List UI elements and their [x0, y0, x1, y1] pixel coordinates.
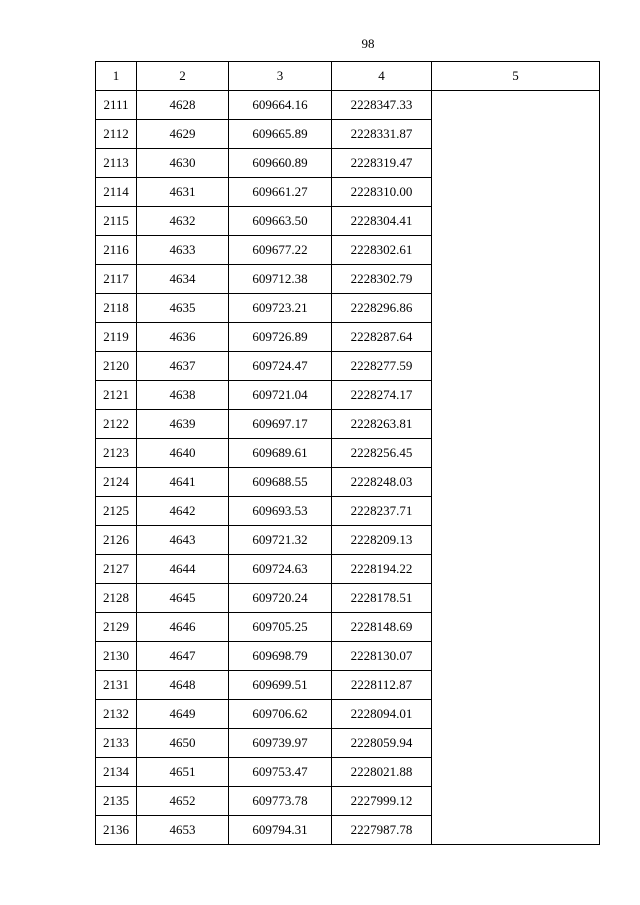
cell-point-number: 4639: [137, 410, 229, 439]
cell-x-coordinate: 609724.63: [229, 555, 332, 584]
cell-x-coordinate: 609724.47: [229, 352, 332, 381]
cell-x-coordinate: 609705.25: [229, 613, 332, 642]
cell-row-number: 2119: [96, 323, 137, 352]
cell-point-number: 4650: [137, 729, 229, 758]
cell-row-number: 2116: [96, 236, 137, 265]
cell-point-number: 4646: [137, 613, 229, 642]
cell-row-number: 2135: [96, 787, 137, 816]
cell-column-5-merged: [432, 91, 600, 845]
cell-x-coordinate: 609661.27: [229, 178, 332, 207]
cell-point-number: 4642: [137, 497, 229, 526]
cell-row-number: 2121: [96, 381, 137, 410]
column-header-1: 1: [96, 62, 137, 91]
cell-row-number: 2128: [96, 584, 137, 613]
cell-y-coordinate: 2228310.00: [332, 178, 432, 207]
cell-y-coordinate: 2228248.03: [332, 468, 432, 497]
coordinates-table: [95, 61, 600, 845]
cell-point-number: 4638: [137, 381, 229, 410]
cell-row-number: 2113: [96, 149, 137, 178]
cell-x-coordinate: 609706.62: [229, 700, 332, 729]
cell-x-coordinate: 609773.78: [229, 787, 332, 816]
cell-point-number: 4640: [137, 439, 229, 468]
cell-y-coordinate: 2228059.94: [332, 729, 432, 758]
cell-x-coordinate: 609693.53: [229, 497, 332, 526]
cell-point-number: 4647: [137, 642, 229, 671]
cell-y-coordinate: 2228178.51: [332, 584, 432, 613]
cell-point-number: 4651: [137, 758, 229, 787]
cell-point-number: 4635: [137, 294, 229, 323]
cell-row-number: 2130: [96, 642, 137, 671]
cell-point-number: 4636: [137, 323, 229, 352]
cell-x-coordinate: 609721.32: [229, 526, 332, 555]
cell-y-coordinate: 2228112.87: [332, 671, 432, 700]
cell-y-coordinate: 2228194.22: [332, 555, 432, 584]
cell-x-coordinate: 609665.89: [229, 120, 332, 149]
cell-point-number: 4633: [137, 236, 229, 265]
cell-x-coordinate: 609663.50: [229, 207, 332, 236]
cell-y-coordinate: 2228148.69: [332, 613, 432, 642]
cell-x-coordinate: 609723.21: [229, 294, 332, 323]
cell-row-number: 2129: [96, 613, 137, 642]
cell-y-coordinate: 2228021.88: [332, 758, 432, 787]
column-header-3: 3: [229, 62, 332, 91]
cell-x-coordinate: 609698.79: [229, 642, 332, 671]
cell-row-number: 2111: [96, 91, 137, 120]
cell-row-number: 2112: [96, 120, 137, 149]
cell-x-coordinate: 609712.38: [229, 265, 332, 294]
cell-row-number: 2124: [96, 468, 137, 497]
cell-row-number: 2120: [96, 352, 137, 381]
cell-row-number: 2132: [96, 700, 137, 729]
cell-y-coordinate: 2228302.61: [332, 236, 432, 265]
cell-row-number: 2117: [96, 265, 137, 294]
cell-row-number: 2134: [96, 758, 137, 787]
cell-y-coordinate: 2228304.41: [332, 207, 432, 236]
cell-row-number: 2127: [96, 555, 137, 584]
cell-row-number: 2115: [96, 207, 137, 236]
table-body: [96, 91, 600, 845]
cell-row-number: 2126: [96, 526, 137, 555]
cell-x-coordinate: 609689.61: [229, 439, 332, 468]
cell-x-coordinate: 609721.04: [229, 381, 332, 410]
cell-y-coordinate: 2227987.78: [332, 816, 432, 845]
cell-point-number: 4653: [137, 816, 229, 845]
cell-x-coordinate: 609794.31: [229, 816, 332, 845]
cell-point-number: 4641: [137, 468, 229, 497]
cell-x-coordinate: 609660.89: [229, 149, 332, 178]
cell-y-coordinate: 2228130.07: [332, 642, 432, 671]
cell-point-number: 4644: [137, 555, 229, 584]
cell-point-number: 4634: [137, 265, 229, 294]
cell-point-number: 4630: [137, 149, 229, 178]
cell-row-number: 2136: [96, 816, 137, 845]
cell-x-coordinate: 609739.97: [229, 729, 332, 758]
cell-row-number: 2133: [96, 729, 137, 758]
cell-point-number: 4629: [137, 120, 229, 149]
cell-x-coordinate: 609726.89: [229, 323, 332, 352]
cell-x-coordinate: 609697.17: [229, 410, 332, 439]
cell-point-number: 4632: [137, 207, 229, 236]
cell-y-coordinate: 2228277.59: [332, 352, 432, 381]
cell-y-coordinate: 2228256.45: [332, 439, 432, 468]
cell-y-coordinate: 2228263.81: [332, 410, 432, 439]
cell-y-coordinate: 2228319.47: [332, 149, 432, 178]
cell-point-number: 4649: [137, 700, 229, 729]
cell-x-coordinate: 609720.24: [229, 584, 332, 613]
cell-y-coordinate: 2228331.87: [332, 120, 432, 149]
cell-y-coordinate: 2227999.12: [332, 787, 432, 816]
cell-row-number: 2123: [96, 439, 137, 468]
column-header-4: 4: [332, 62, 432, 91]
cell-y-coordinate: 2228237.71: [332, 497, 432, 526]
cell-point-number: 4652: [137, 787, 229, 816]
cell-x-coordinate: 609664.16: [229, 91, 332, 120]
table-row: [96, 91, 600, 120]
cell-y-coordinate: 2228274.17: [332, 381, 432, 410]
cell-point-number: 4631: [137, 178, 229, 207]
cell-point-number: 4648: [137, 671, 229, 700]
cell-y-coordinate: 2228296.86: [332, 294, 432, 323]
page-number: 98: [361, 36, 375, 51]
table-header-row: [96, 62, 600, 91]
column-header-5: 5: [432, 62, 600, 91]
cell-point-number: 4637: [137, 352, 229, 381]
cell-row-number: 2131: [96, 671, 137, 700]
cell-x-coordinate: 609753.47: [229, 758, 332, 787]
cell-y-coordinate: 2228209.13: [332, 526, 432, 555]
cell-point-number: 4645: [137, 584, 229, 613]
cell-y-coordinate: 2228287.64: [332, 323, 432, 352]
cell-row-number: 2122: [96, 410, 137, 439]
cell-row-number: 2125: [96, 497, 137, 526]
cell-x-coordinate: 609699.51: [229, 671, 332, 700]
cell-row-number: 2114: [96, 178, 137, 207]
cell-y-coordinate: 2228302.79: [332, 265, 432, 294]
cell-y-coordinate: 2228094.01: [332, 700, 432, 729]
cell-point-number: 4628: [137, 91, 229, 120]
column-header-2: 2: [137, 62, 229, 91]
cell-x-coordinate: 609677.22: [229, 236, 332, 265]
cell-point-number: 4643: [137, 526, 229, 555]
cell-x-coordinate: 609688.55: [229, 468, 332, 497]
cell-row-number: 2118: [96, 294, 137, 323]
cell-y-coordinate: 2228347.33: [332, 91, 432, 120]
